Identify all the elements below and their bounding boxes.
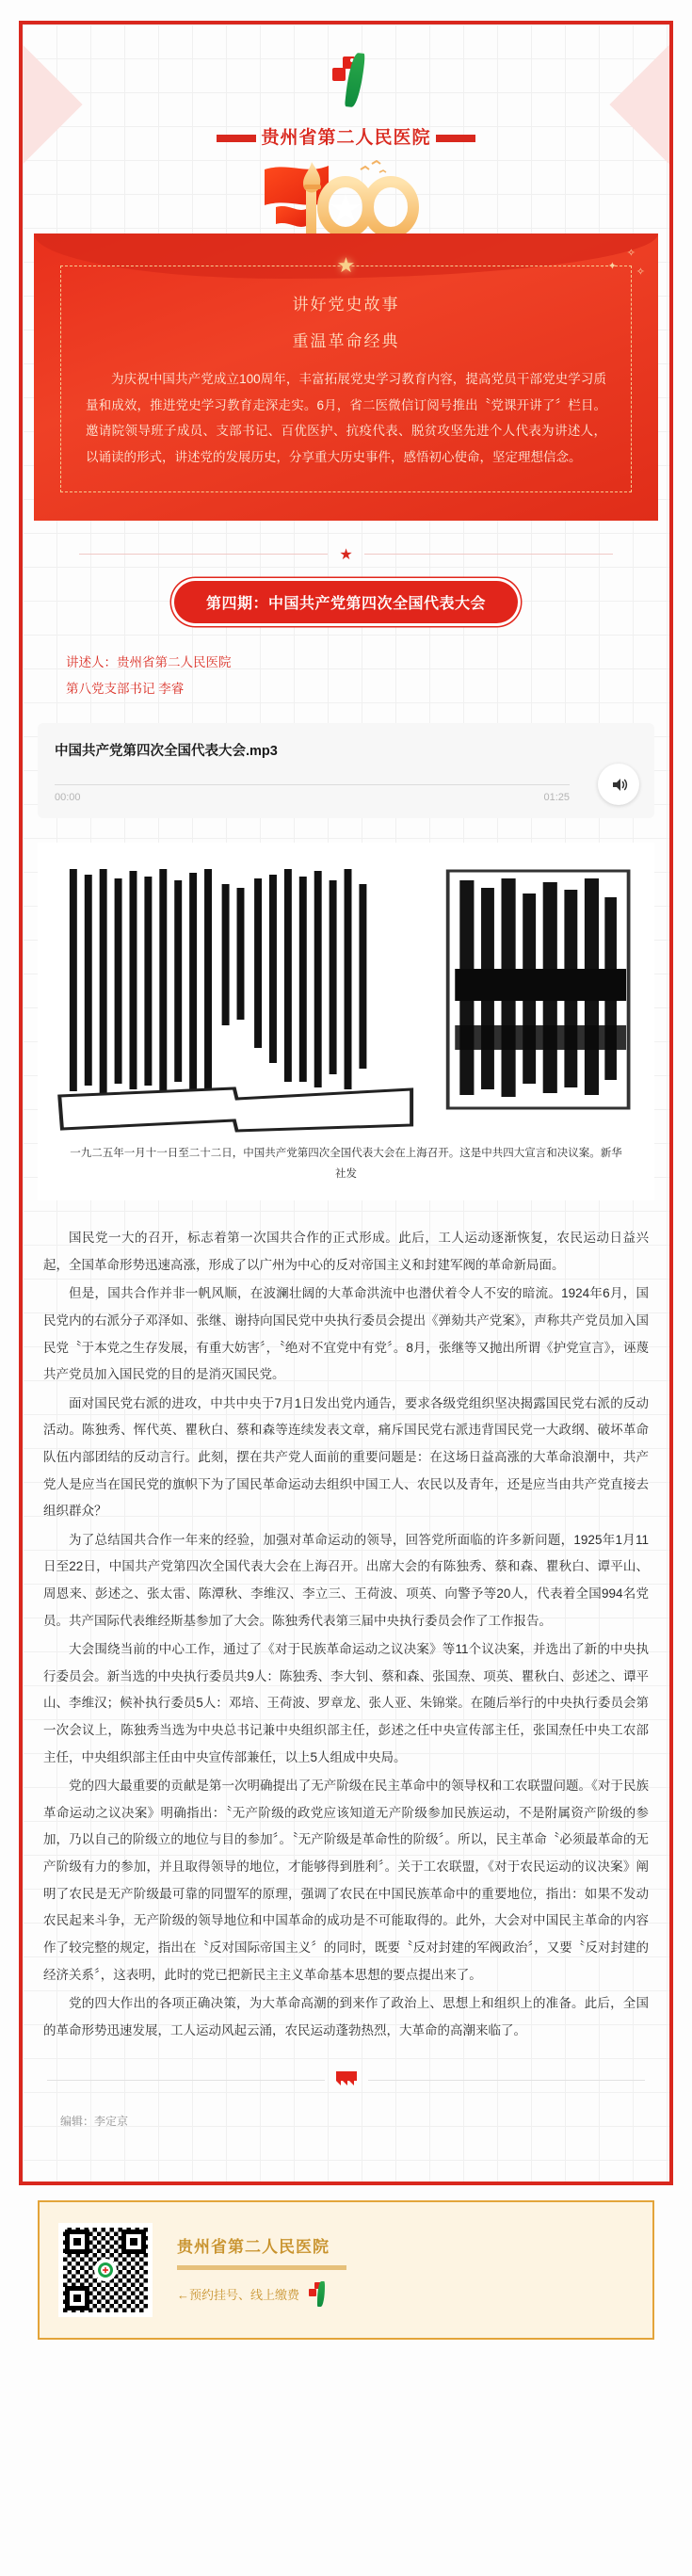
audio-player[interactable] [38,723,654,818]
historic-document-scan-image [47,856,422,1138]
historic-photo-inner [47,856,645,1138]
banner-paragraph: 为庆祝中国共产党成立100周年，丰富拓展党史学习教育内容，提高党员干部党史学习质量和成效，推进党史学习教育走深走实。6月，省二医微信订阅号推出〝党课开讲了〞栏目。邀请院领导班子成员、支部书记、百优医护、抗疫代表、脱贫攻坚先进个人代表为讲述人，以诵读的形式，讲述党的发展历史，分享重大历史事件，感悟初心使命，坚定理想信念。 [86,372,606,465]
audio-time-row [55,785,570,803]
episode-pill-wrap [23,577,669,644]
speaker-line-1: 讲述人：贵州省第二人民医院 [66,654,232,669]
title-bar-right-icon [436,135,475,142]
body-paragraph: 面对国民党右派的进攻，中共中央于7月1日发出党内通告，要求各级党组织坚决揭露国民党右派的反动活动。陈独秀、恽代英、瞿秋白、蔡和森等连续发表文章，痛斥国民党右派违背国民党一大政纲、破坏革命队伍内部团结的反动言行。此刻，摆在共产党人面前的重要问题是：在这场日益高涨的大革命浪潮中，共产党人是应当在国民党的旗帜下为了国民革命运动去组织中国工人、农民以及青年，还是应当由共产党直接去组织群众？ [43,1395,649,1519]
audio-current-time: 00:00 [55,792,81,804]
photo-caption: 一九二五年一月十一日至二十二日，中国共产党第四次全国代表大会在上海召开。这是中共四大宣言和决议案。新华社发 [70,1148,622,1181]
historic-document-scan-dark-image [431,856,645,1138]
banner-title-line2: 重温革命经典 [292,332,400,350]
promo-banner [34,233,658,521]
flag-divider [47,2069,645,2092]
body-paragraph: 为了总结国共合作一年来的经验，加强对革命运动的领导，回答党所面临的许多新问题，1925年1月11日至22日，中国共产党第四次全国代表大会在上海召开。出席大会的有陈独秀、蔡和森、瞿秋白、谭平山、周恩来、彭述之、张太雷、陈潭秋、李维汉、李立三、王荷波、项英、向警予等20人，代表着全国994名党员。共产国际代表维经斯基参加了大会。陈独秀代表第三届中央执行委员会作了工作报告。 [43,1532,649,1628]
star-icon: ★ [336,253,356,277]
article-body [23,1210,669,2044]
footer-cta-row [177,2281,634,2308]
footer-hospital-name: 贵州省第二人民医院 [177,2237,330,2256]
article-card [19,21,673,2185]
body-paragraph: 党的四大最重要的贡献是第一次明确提出了无产阶级在民主革命中的领导权和工农联盟问题。《对于民族革命运动之议决案》明确指出：〝无产阶级的政党应该知道无产阶级参加民族运动，不是附属资产阶级的参加，乃以自己的阶级立的地位与目的参加〞。〝无产阶级是革命性的阶级〞。所以，民主革命〝必须最革命的无产阶级有力的参加，并且取得领导的地位，才能够得到胜利〞。关于工农联盟，《对于农民运动的议决案》阐明了农民是无产阶级最可靠的同盟军的原理，强调了农民在中国民族革命中的重要地位，指出：如果不发动农民起来斗争，无产阶级的领导地位和中国革命的成功是不可能取得的。此外，大会对中国民主革命的内容作了较完整的规定，指出在〝反对国际帝国主义〞的同时，既要〝反对封建的军阀政治〞，又要〝反对封建的经济关系〞，这表明，此时的党已把新民主主义革命基本思想的要点提出来了。 [43,1779,649,1982]
title-bar-left-icon [217,135,256,142]
banner-inner-frame [60,253,632,492]
hospital-cross-leaf-logo-icon [307,2281,326,2308]
banner-title-line1: 讲好党史故事 [292,296,400,314]
footer-cta-label: ←预约挂号、线上缴费 [177,2288,300,2303]
body-paragraph: 国民党一大的召开，标志着第一次国共合作的正式形成。此后，工人运动逐渐恢复，农民运动日益兴起，全国革命形势迅速高涨，形成了以广州为中心的反对帝国主义和封建军阀的革命新局面。 [43,1231,649,1272]
body-paragraph: 但是，国共合作并非一帆风顺，在波澜壮阔的大革命洪流中也潜伏着令人不安的暗流。1924年6月，国民党内的右派分子邓泽如、张继、谢持向国民党中央执行委员会提出《弹劾共产党案》，声称共产党员加入国民党〝于本党之生存发展，有重大妨害〞，〝绝对不宜党中有党〞。8月，张继等又抛出所谓《护党宣言》，诬蔑共产党员加入国民党的目的是消灭国民党。 [43,1286,649,1382]
divider-line-right [364,554,613,555]
page-title [23,118,669,151]
hospital-name: 贵州省第二人民医院 [261,128,431,148]
bird-icon: ✧ [636,266,645,278]
footer-qr-card [38,2200,654,2340]
star-icon: ★ [339,546,353,563]
bird-icon: ✦ [607,261,617,272]
body-paragraph: 大会围绕当前的中心工作，通过了《对于民族革命运动之议决案》等11个议决案，并选出了新的中央执行委员会。新当选的中央执行委员共9人：陈独秀、李大钊、蔡和森、张国焘、项英、瞿秋白、彭述之、谭平山、李维汉；候补执行委员5人：邓培、王荷波、罗章龙、张人亚、朱锦棠。在随后举行的中央执行委员会第一次会议上，陈独秀当选为中央总书记兼中央组织部主任，彭述之任中央宣传部主任，张国焘任中央工农部主任，中央组织部主任由中央宣传部兼任，以上5人组成中央局。 [43,1642,649,1764]
speaker-volume-icon[interactable] [598,764,639,805]
bird-icon: ✧ [626,248,636,259]
audio-file-name: 中国共产党第四次全国代表大会.mp3 [55,744,278,760]
speaker-block [23,644,669,720]
divider-line-right [368,2080,646,2081]
hospital-cross-leaf-logo-icon [327,51,366,109]
star-divider [79,545,613,564]
audio-duration: 01:25 [543,792,570,804]
footer-text-block [177,2233,634,2308]
divider-line-left [79,554,328,555]
episode-title-badge: 第四期：中国共产党第四次全国代表大会 [174,581,518,623]
speaker-line-2: 第八党支部书记 李睿 [66,682,185,697]
body-paragraph: 党的四大作出的各项正确决策，为大革命高潮的到来作了政治上、思想上和组织上的准备。此后，全国的革命形势迅速发展，工人运动风起云涌，农民运动蓬勃热烈，大革命的高潮来临了。 [43,1996,649,2037]
editor-credit: 编辑：李定京 [60,2115,129,2129]
header-logo-row [23,24,669,118]
divider-line-left [47,2080,325,2081]
footer-rule [177,2265,346,2270]
red-flag-icon [334,2069,359,2092]
historic-photo-block [38,843,654,1200]
party-centenary-emblem-icon [23,151,669,233]
qr-code-icon[interactable]: ✚ [58,2223,153,2317]
